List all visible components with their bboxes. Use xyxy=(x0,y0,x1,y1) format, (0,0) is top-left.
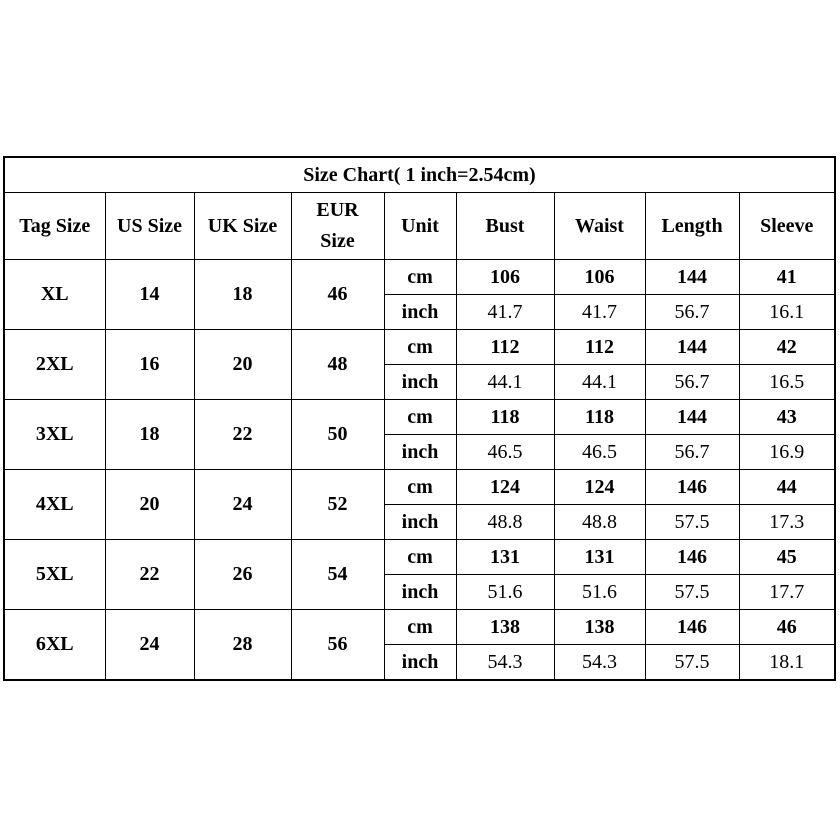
tag-size-cell: 2XL xyxy=(4,330,105,400)
us-size-cell: 16 xyxy=(105,330,194,400)
unit-cm-cell: cm xyxy=(384,470,456,505)
uk-size-cell: 20 xyxy=(194,330,291,400)
bust-inch-cell: 44.1 xyxy=(456,365,554,400)
unit-inch-cell: inch xyxy=(384,365,456,400)
waist-inch-cell: 48.8 xyxy=(554,505,645,540)
tag-size-cell: 4XL xyxy=(4,470,105,540)
unit-cm-cell: cm xyxy=(384,610,456,645)
header-eur-size: EUR Size xyxy=(291,193,384,260)
length-inch-cell: 56.7 xyxy=(645,295,739,330)
unit-inch-cell: inch xyxy=(384,645,456,681)
bust-inch-cell: 51.6 xyxy=(456,575,554,610)
sleeve-cm-cell: 45 xyxy=(739,540,835,575)
bust-cm-cell: 118 xyxy=(456,400,554,435)
title-row xyxy=(4,157,835,193)
bust-inch-cell: 48.8 xyxy=(456,505,554,540)
waist-cm-cell: 106 xyxy=(554,260,645,295)
length-inch-cell: 56.7 xyxy=(645,435,739,470)
us-size-cell: 20 xyxy=(105,470,194,540)
eur-size-cell: 54 xyxy=(291,540,384,610)
uk-size-cell: 24 xyxy=(194,470,291,540)
length-cm-cell: 144 xyxy=(645,400,739,435)
length-inch-cell: 56.7 xyxy=(645,365,739,400)
header-tag-size: Tag Size xyxy=(4,193,105,260)
table-row xyxy=(4,330,835,365)
eur-size-cell: 50 xyxy=(291,400,384,470)
us-size-cell: 18 xyxy=(105,400,194,470)
waist-inch-cell: 54.3 xyxy=(554,645,645,681)
tag-size-cell: 5XL xyxy=(4,540,105,610)
uk-size-cell: 18 xyxy=(194,260,291,330)
us-size-cell: 14 xyxy=(105,260,194,330)
waist-inch-cell: 51.6 xyxy=(554,575,645,610)
us-size-cell: 24 xyxy=(105,610,194,681)
unit-cm-cell: cm xyxy=(384,260,456,295)
length-cm-cell: 146 xyxy=(645,540,739,575)
sleeve-inch-cell: 17.3 xyxy=(739,505,835,540)
bust-inch-cell: 54.3 xyxy=(456,645,554,681)
sleeve-cm-cell: 43 xyxy=(739,400,835,435)
eur-size-cell: 48 xyxy=(291,330,384,400)
unit-inch-cell: inch xyxy=(384,295,456,330)
sleeve-cm-cell: 46 xyxy=(739,610,835,645)
waist-cm-cell: 118 xyxy=(554,400,645,435)
waist-cm-cell: 131 xyxy=(554,540,645,575)
unit-inch-cell: inch xyxy=(384,505,456,540)
header-bust: Bust xyxy=(456,193,554,260)
us-size-cell: 22 xyxy=(105,540,194,610)
waist-cm-cell: 124 xyxy=(554,470,645,505)
unit-cm-cell: cm xyxy=(384,540,456,575)
header-unit: Unit xyxy=(384,193,456,260)
header-uk-size: UK Size xyxy=(194,193,291,260)
uk-size-cell: 28 xyxy=(194,610,291,681)
bust-cm-cell: 124 xyxy=(456,470,554,505)
eur-size-cell: 52 xyxy=(291,470,384,540)
header-us-size: US Size xyxy=(105,193,194,260)
size-chart-table xyxy=(3,156,836,681)
sleeve-inch-cell: 16.1 xyxy=(739,295,835,330)
header-length: Length xyxy=(645,193,739,260)
table-row xyxy=(4,260,835,295)
sleeve-inch-cell: 16.9 xyxy=(739,435,835,470)
table-row xyxy=(4,470,835,505)
sleeve-cm-cell: 42 xyxy=(739,330,835,365)
length-cm-cell: 146 xyxy=(645,610,739,645)
waist-inch-cell: 44.1 xyxy=(554,365,645,400)
eur-size-cell: 56 xyxy=(291,610,384,681)
waist-cm-cell: 112 xyxy=(554,330,645,365)
tag-size-cell: 3XL xyxy=(4,400,105,470)
bust-cm-cell: 138 xyxy=(456,610,554,645)
header-sleeve: Sleeve xyxy=(739,193,835,260)
unit-inch-cell: inch xyxy=(384,435,456,470)
uk-size-cell: 26 xyxy=(194,540,291,610)
length-inch-cell: 57.5 xyxy=(645,645,739,681)
bust-cm-cell: 112 xyxy=(456,330,554,365)
length-inch-cell: 57.5 xyxy=(645,575,739,610)
waist-inch-cell: 41.7 xyxy=(554,295,645,330)
bust-cm-cell: 106 xyxy=(456,260,554,295)
length-cm-cell: 144 xyxy=(645,260,739,295)
length-cm-cell: 146 xyxy=(645,470,739,505)
unit-cm-cell: cm xyxy=(384,400,456,435)
chart-title: Size Chart( 1 inch=2.54cm) xyxy=(4,157,835,193)
waist-cm-cell: 138 xyxy=(554,610,645,645)
header-waist: Waist xyxy=(554,193,645,260)
length-inch-cell: 57.5 xyxy=(645,505,739,540)
bust-inch-cell: 46.5 xyxy=(456,435,554,470)
bust-cm-cell: 131 xyxy=(456,540,554,575)
length-cm-cell: 144 xyxy=(645,330,739,365)
sleeve-inch-cell: 17.7 xyxy=(739,575,835,610)
unit-cm-cell: cm xyxy=(384,330,456,365)
table-row xyxy=(4,540,835,575)
unit-inch-cell: inch xyxy=(384,575,456,610)
sleeve-cm-cell: 41 xyxy=(739,260,835,295)
header-row xyxy=(4,193,835,260)
tag-size-cell: XL xyxy=(4,260,105,330)
sleeve-cm-cell: 44 xyxy=(739,470,835,505)
tag-size-cell: 6XL xyxy=(4,610,105,681)
sleeve-inch-cell: 16.5 xyxy=(739,365,835,400)
bust-inch-cell: 41.7 xyxy=(456,295,554,330)
eur-size-cell: 46 xyxy=(291,260,384,330)
table-row xyxy=(4,400,835,435)
table-row xyxy=(4,610,835,645)
sleeve-inch-cell: 18.1 xyxy=(739,645,835,681)
uk-size-cell: 22 xyxy=(194,400,291,470)
waist-inch-cell: 46.5 xyxy=(554,435,645,470)
